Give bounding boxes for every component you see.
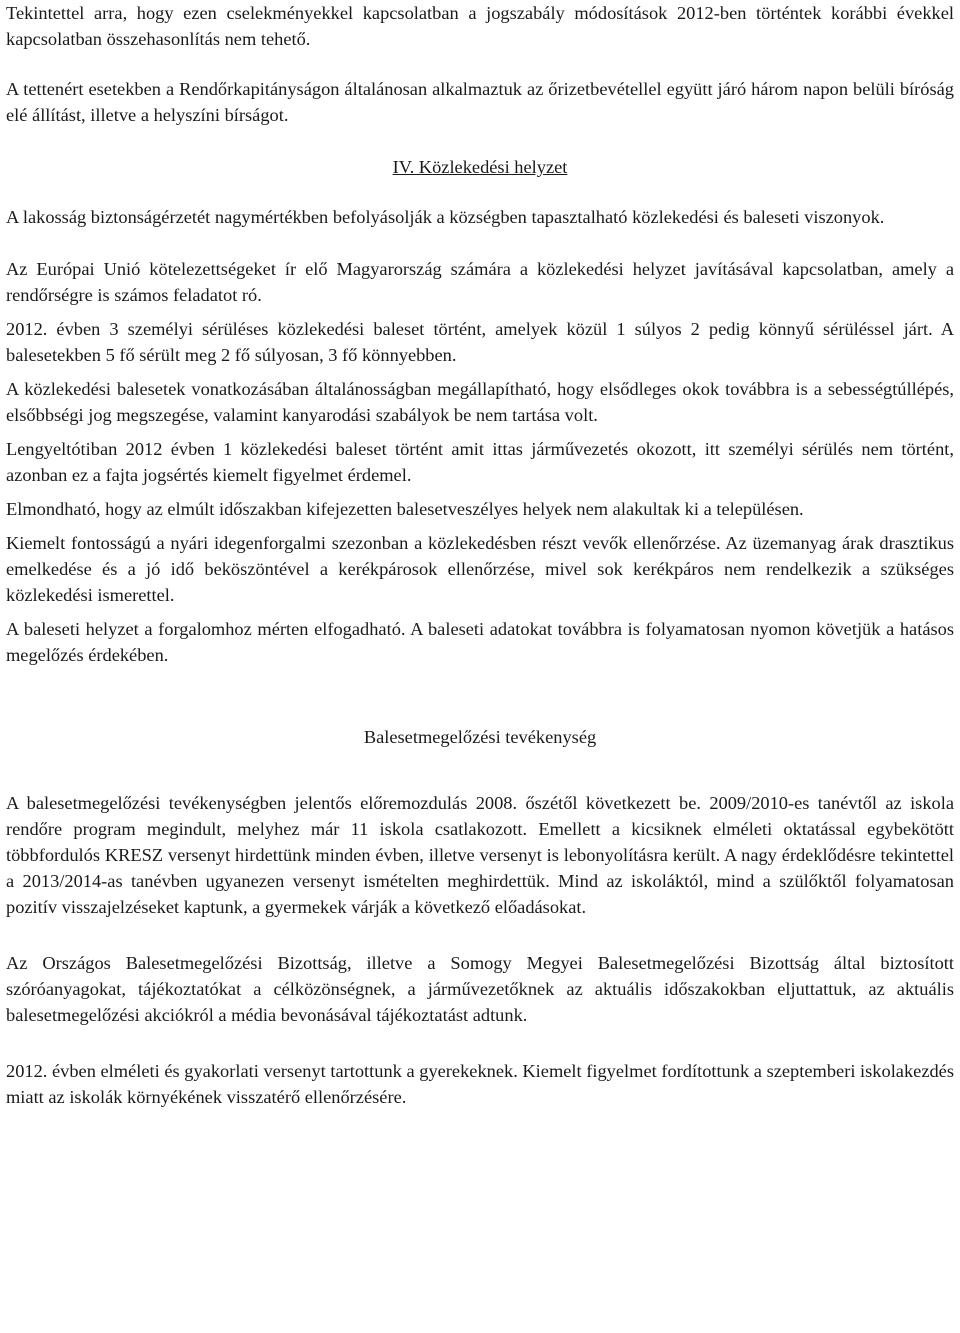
paragraph-elmondhato: Elmondható, hogy az elmúlt időszakban kifejezetten balesetveszélyes helyek nem alakultak ki a településen.	[6, 499, 804, 519]
paragraph-europai-unio: Az Európai Unió kötelezettségeket ír elő Magyarország számára a közlekedési helyzet javításával kapcsolatban, amely a rendőrségre is számos feladatot ró.	[6, 259, 954, 305]
paragraph-intro: Tekintettel arra, hogy ezen cselekményekkel kapcsolatban a jogszabály módosítások 2012-ben történtek korábbi évekkel kapcsolatban összehasonlítás nem tehető.	[6, 3, 954, 49]
paragraph-tettenert: A tettenért esetekben a Rendőrkapitányságon általánosan alkalmaztuk az őrizetbevétellel együtt járó három napon belüli bíróság elé állítást, illetve a helyszíni bírságot.	[6, 79, 954, 125]
paragraph-lengyeltoti: Lengyeltótiban 2012 évben 1 közlekedési baleset történt amit ittas járművezetés okozott, itt személyi sérülés nem történt, azonban ez a fajta jogsértés kiemelt figyelmet érdemel.	[6, 439, 954, 485]
paragraph-baleseti-helyzet: A baleseti helyzet a forgalomhoz mérten elfogadható. A baleseti adatokat továbbra is folyamatosan nyomon követjük a hatásos megelőzés érdekében.	[6, 619, 954, 665]
paragraph-kiemelt: Kiemelt fontosságú a nyári idegenforgalmi szezonban a közlekedésben részt vevők ellenőrzése. Az üzemanyag árak drasztikus emelkedése és a jó idő beköszöntével a kerékpárosok ellenőrzése, mivel sok kerékpáros nem rendelkezik a szükséges közlekedési ismerettel.	[6, 533, 954, 605]
document-page	[6, 0, 954, 1110]
paragraph-lakossag: A lakosság biztonságérzetét nagymértékben befolyásolják a községben tapasztalható közlekedési és baleseti viszonyok.	[6, 207, 885, 227]
section-heading-balesetmegelozes: Balesetmegelőzési tevékenység	[363, 727, 597, 747]
paragraph-orszagos-bizottsag: Az Országos Balesetmegelőzési Bizottság, illetve a Somogy Megyei Balesetmegelőzési Bizottság által biztosított szóróanyagokat, tájékoztatókat a célközönségnek, a járművezetőknek az aktuális időszakokban eljuttattuk, az aktuális balesetmegelőzési akciókról a média bevonásával tájékoztatást adtunk.	[6, 953, 954, 1025]
paragraph-2012-statistics: 2012. évben 3 személyi sérüléses közlekedési baleset történt, amelyek közül 1 súlyos 2 pedig könnyű sérüléssel járt. A balesetekben 5 fő sérült meg 2 fő súlyosan, 3 fő könnyebben.	[6, 319, 954, 365]
section-heading-kozlekedesi-helyzet: IV. Közlekedési helyzet	[392, 157, 568, 177]
paragraph-balesetmegelozesi-2008: A balesetmegelőzési tevékenységben jelentős előremozdulás 2008. őszétől következett be. 2009/2010-es tanévtől az iskola rendőre program megindult, melyhez már 11 iskola csatlakozott. Emellett a kicsiknek elméleti oktatással egybekötött többfordulós KRESZ versenyt hirdettünk minden évben, illetve versenyt is lebonyolításra került. A nagy érdeklődésre tekintettel a 2013/2014-as tanévben ugyanezen versenyt ismételten meghirdettük. Mind az iskoláktól, mind a szülőktől folyamatosan pozitív visszajelzéseket kaptunk, a gyermekek várják a következő előadásokat.	[6, 793, 954, 917]
paragraph-verseny-2012: 2012. évben elméleti és gyakorlati versenyt tartottunk a gyerekeknek. Kiemelt figyelmet fordítottunk a szeptemberi iskolakezdés miatt az iskolák környékének visszatérő ellenőrzésére.	[6, 1061, 954, 1107]
paragraph-okok: A közlekedési balesetek vonatkozásában általánosságban megállapítható, hogy elsődleges okok továbbra is a sebességtúllépés, elsőbbségi jog megszegése, valamint kanyarodási szabályok be nem tartása volt.	[6, 379, 954, 425]
